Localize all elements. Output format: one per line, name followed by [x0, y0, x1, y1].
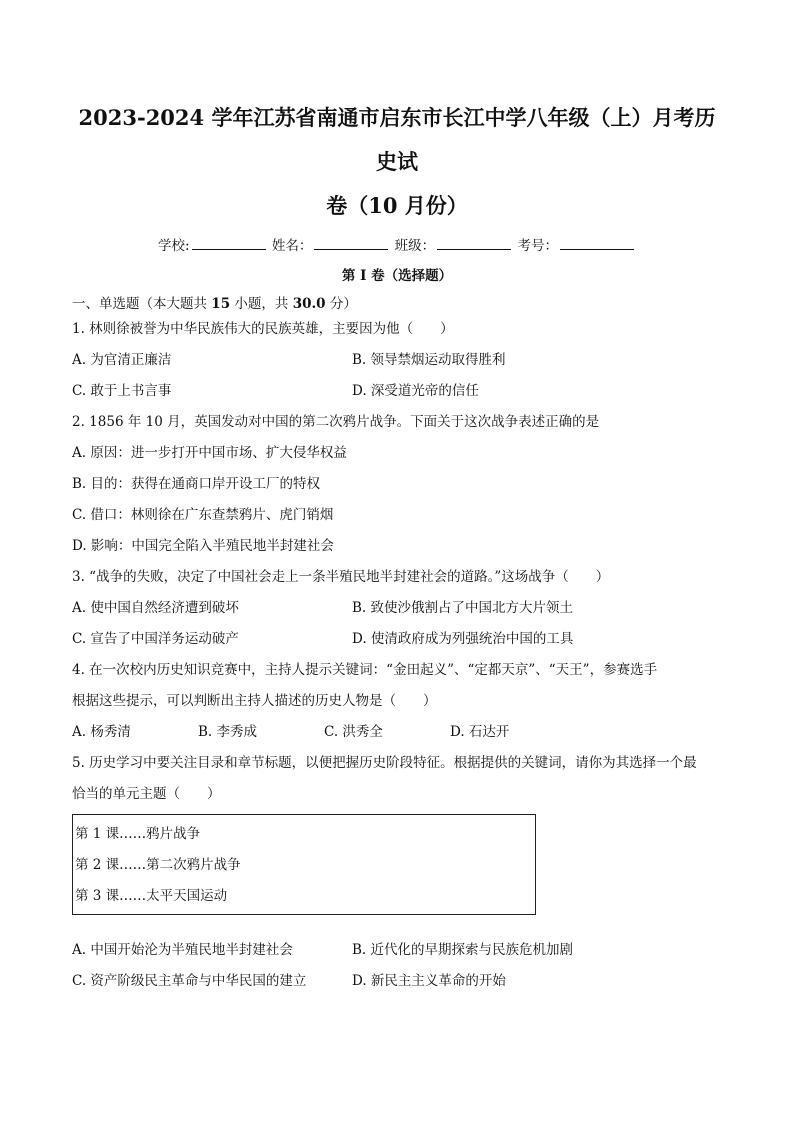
part-suffix: 分） — [325, 296, 357, 312]
q4-option-a: A. 杨秀清 — [72, 724, 131, 740]
exam-page — [72, 96, 722, 997]
q4-option-d: D. 石达开 — [450, 724, 510, 740]
name-blank[interactable] — [314, 236, 388, 250]
spacer — [72, 915, 722, 935]
class-blank[interactable] — [437, 236, 511, 250]
q1-option-a: A. 为官清正廉洁 — [72, 352, 172, 368]
question-3-stem: 3. “战争的失败，决定了中国社会走上一条半殖民地半封建社会的道路。”这场战争（ ） — [72, 569, 610, 585]
question-1-stem: 1. 林则徐被誉为中华民族伟大的民族英雄，主要因为他（ ） — [72, 321, 454, 337]
question-3-options — [72, 593, 722, 655]
exam-title-line2: 卷（10 月份） — [326, 193, 468, 218]
q2-option-d: D. 影响：中国完全陷入半殖民地半封建社会 — [72, 538, 334, 554]
q3-option-d: D. 使清政府成为列强统治中国的工具 — [352, 631, 574, 647]
q2-option-a: A. 原因：进一步打开中国市场、扩大侵华权益 — [72, 445, 347, 461]
exam-title — [72, 96, 722, 228]
q3-option-a: A. 使中国自然经济遭到破坏 — [72, 600, 239, 616]
part-prefix: 一、单选题（本大题共 — [72, 296, 212, 312]
q5-option-a: A. 中国开始沦为半殖民地半封建社会 — [72, 942, 293, 958]
q4-option-b: B. 李秀成 — [198, 724, 258, 740]
lesson-item-3: 第 3 课……太平天国运动 — [75, 888, 228, 904]
class-label: 班级： — [394, 238, 436, 254]
q4-option-c: C. 洪秀全 — [324, 724, 383, 740]
q3-option-b: B. 致使沙俄割占了中国北方大片领土 — [352, 600, 574, 616]
part-score: 30.0 — [292, 296, 326, 312]
q5-option-d: D. 新民主主义革命的开始 — [352, 973, 506, 989]
question-5-options — [72, 935, 722, 997]
question-4-options — [72, 717, 722, 748]
q1-option-d: D. 深受道光帝的信任 — [352, 383, 479, 399]
question-1-options — [72, 345, 722, 407]
question-5-stem-line1: 5. 历史学习中要关注目录和章节标题，以便把握历史阶段特征。根据提供的关键词，请你为其选择一个最 — [72, 755, 697, 771]
section-title: 第 I 卷（选择题） — [341, 268, 453, 284]
school-blank[interactable] — [192, 236, 266, 250]
number-label: 考号： — [517, 238, 558, 254]
q3-option-c: C. 宣告了中国洋务运动破产 — [72, 631, 239, 647]
q2-option-b: B. 目的：获得在通商口岸开设工厂的特权 — [72, 476, 321, 492]
name-label: 姓名： — [271, 238, 313, 254]
part-mid: 小题，共 — [230, 296, 293, 312]
lesson-item-2: 第 2 课……第二次鸦片战争 — [75, 857, 241, 873]
part-count: 15 — [211, 296, 231, 312]
question-5-stem-line2: 恰当的单元主题（ ） — [72, 786, 221, 802]
question-4-stem-line2: 根据这些提示，可以判断出主持人描述的历史人物是（ ） — [72, 693, 437, 709]
q5-option-b: B. 近代化的早期探索与民族危机加剧 — [352, 942, 574, 958]
q1-option-c: C. 敢于上书言事 — [72, 383, 172, 399]
lesson-list-box — [72, 814, 536, 915]
q1-option-b: B. 领导禁烟运动取得胜利 — [352, 352, 506, 368]
question-4-stem-line1: 4. 在一次校内历史知识竞赛中，主持人提示关键词：“金田起义”、“定都天京”、“天王”，参赛选手 — [72, 662, 658, 678]
school-label: 学校: — [158, 238, 190, 254]
q5-option-c: C. 资产阶级民主革命与中华民国的建立 — [72, 973, 307, 989]
lesson-item-1: 第 1 课……鸦片战争 — [75, 826, 201, 842]
student-info-row — [72, 236, 722, 256]
q2-option-c: C. 借口：林则徐在广东查禁鸦片、虎门销烟 — [72, 507, 334, 523]
part-title — [72, 294, 722, 314]
number-blank[interactable] — [560, 236, 634, 250]
exam-title-line1: 2023-2024 学年江苏省南通市启东市长江中学八年级（上）月考历史试 — [78, 105, 716, 174]
question-2-stem: 2. 1856 年 10 月，英国发动对中国的第二次鸦片战争。下面关于这次战争表述正确的是 — [72, 414, 600, 430]
